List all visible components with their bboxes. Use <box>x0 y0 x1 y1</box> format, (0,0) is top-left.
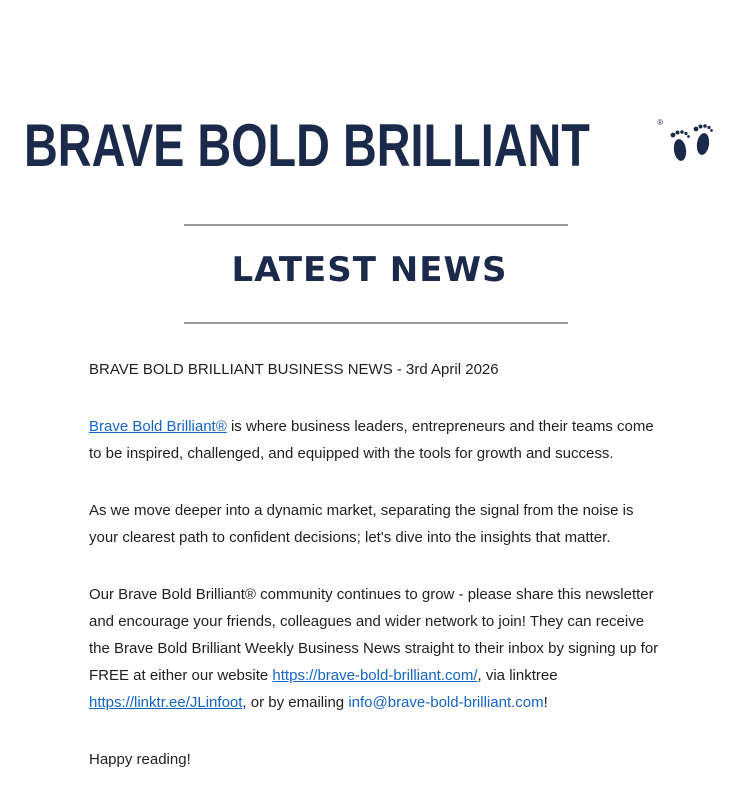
email-link[interactable]: info@brave-bold-brilliant.com <box>348 694 544 711</box>
linktree-link[interactable]: https://linktr.ee/JLinfoot <box>89 694 243 711</box>
market-paragraph: As we move deeper into a dynamic market, separating the signal from the noise is your clearest path to confident decisions; let's dive into the insights that matter. <box>89 502 634 546</box>
website-link[interactable]: https://brave-bold-brilliant.com/ <box>272 667 478 684</box>
logo-wordmark: BRAVE BOLD BRILLIANT <box>23 112 590 179</box>
community-text-3: , or by emailing <box>242 694 349 711</box>
community-text-1: Our Brave Bold Brilliant® community continues to grow - please share this newsletter and encourage your friends, colleagues and wider network to join! They can receive the Brave Bold Brilliant Weekly Business News straight to their inbox by signing up for FREE at either our website <box>89 586 659 684</box>
intro-paragraph <box>89 413 659 467</box>
latest-news-title: LATEST NEWS <box>231 250 508 290</box>
community-text-2: , via linktree <box>477 667 558 684</box>
divider-bottom <box>184 322 568 324</box>
brand-logo <box>0 110 739 182</box>
footprints-icon <box>667 118 715 175</box>
intro-text: is where business leaders, entrepreneurs and their teams come to be inspired, challenged, and equipped with the tools for growth and success. <box>89 418 654 462</box>
brand-link[interactable]: Brave Bold Brilliant® <box>89 418 227 435</box>
community-text-4: ! <box>543 694 548 711</box>
divider-top <box>184 224 568 226</box>
community-paragraph <box>89 581 659 716</box>
registered-mark: ® <box>657 117 664 127</box>
newsletter-headline: BRAVE BOLD BRILLIANT BUSINESS NEWS - 3rd April 2026 <box>89 361 499 378</box>
closing-text: Happy reading! <box>89 751 191 768</box>
newsletter-body <box>89 356 659 803</box>
